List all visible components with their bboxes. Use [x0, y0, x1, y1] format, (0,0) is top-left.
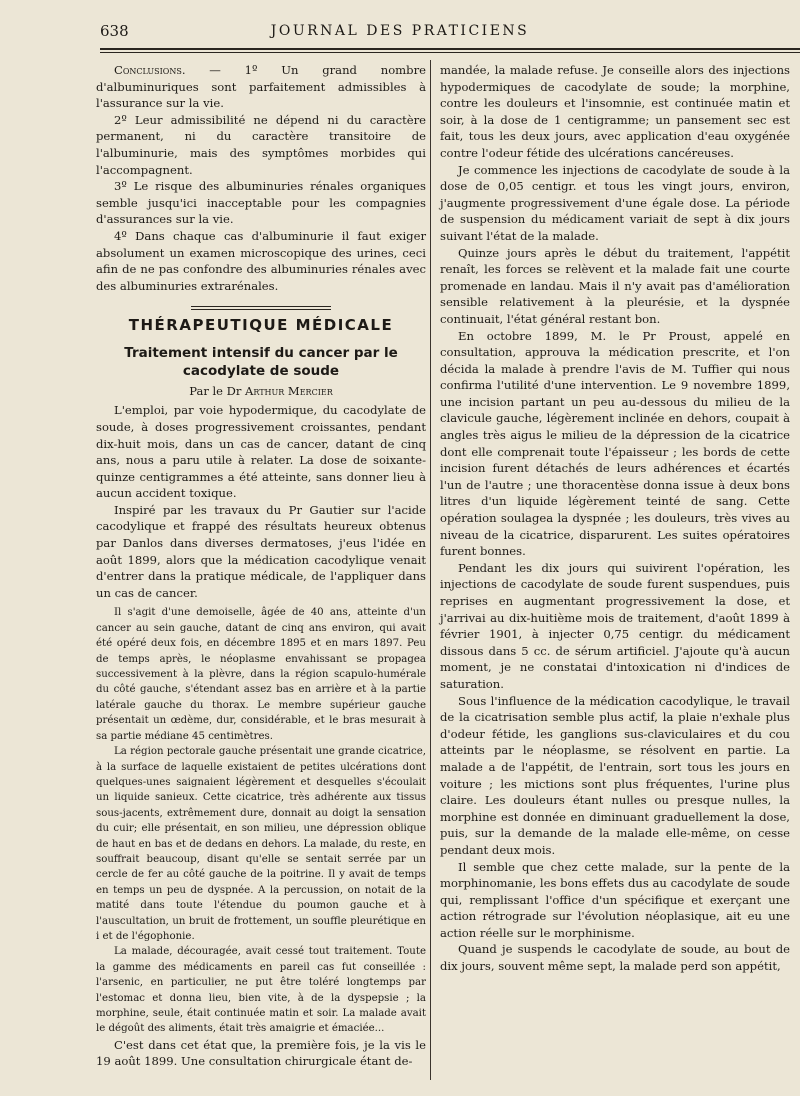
right-paragraph-7: Il semble que chez cette malade, sur la pente de la morphinomanie, les bons effets dus au cacodylate de soude qui, remplissant l'office d'un spécifique et exerçant une action rétrograde sur l'évolution néoplasique, ait eu une action réelle sur le morphinisme. [440, 859, 790, 940]
article-title: Traitement intensif du cancer par le cacodylate de soude [124, 345, 398, 380]
right-paragraph-2: Je commence les injections de cacodylate de soude à la dose de 0,05 centigr. et tous les vingt jours, environ, j'augmente progressivement d'une égale dose. La période de suspension du médicament variait de sept à dix jours suivant l'état de la malade. [440, 162, 790, 243]
header-rule [100, 48, 800, 50]
intro-paragraph-2: Inspiré par les travaux du Pr Gautier sur l'acide cacodylique et frappé des résultats heureux obtenus par Danlos dans diverses dermatoses, j'eus l'idée en août 1899, alors que la médication cacodylique venait d'entrer dans la pratique médicale, de l'appliquer dans un cas de cancer. [96, 502, 426, 600]
byline: Par le Dr Arthur Mercier [189, 384, 333, 399]
section-title: THÉRAPEUTIQUE MÉDICALE [128, 316, 394, 335]
conclusion-1: Conclusions. — 1º Un grand nombre d'albuminuriques sont parfaitement admissibles à l'assurance sur la vie. [96, 63, 426, 111]
conclusion-4: 4º Dans chaque cas d'albuminurie il faut exiger absolument un examen microscopique des urines, ceci afin de ne pas confondre des albuminuries rénales avec des albuminuries extrarénales. [96, 228, 426, 293]
intro-paragraph-1: L'emploi, par voie hypodermique, du cacodylate de soude, à doses progressivement croissantes, pendant dix-huit mois, dans un cas de cancer, datant de cinq ans, nous a paru utile à relater. La dose de soixante-quinze centigrammes a été atteinte, sans donner lieu à aucun accident toxique. [96, 403, 426, 501]
header-rule-thin [100, 52, 800, 53]
closing-paragraph: C'est dans cet état que, la première fois, je la vis le 19 août 1899. Une consultation chirurgicale étant de- [96, 1037, 426, 1069]
journal-title: JOURNAL DES PRATICIENS [270, 23, 530, 39]
page-header [0, 22, 800, 44]
right-column [440, 62, 790, 975]
right-paragraph-6: Sous l'influence de la médication cacodylique, le travail de la cicatrisation semble plus actif, la plaie n'exhale plus d'odeur fétide, les ganglions sus-claviculaires et du cou atteints par le néoplasme, se résolvent en partie. La malade a de l'appétit, de l'entrain, sort tous les jours en voiture ; les mictions sont plus fréquentes, l'urine plus claire. Les douleurs étant nulles ou presque nulles, la morphine est donnée en diminuant graduellement la dose, puis, sur la demande de la malade elle-même, on cesse pendant deux mois. [440, 693, 790, 857]
left-column [96, 62, 426, 1070]
conclusions-label: Conclusions. [114, 63, 186, 77]
case-paragraph-1: Il s'agit d'une demoiselle, âgée de 40 ans, atteinte d'un cancer au sein gauche, datant de cinq ans environ, qui avait été opéré deux fois, en décembre 1895 et en mars 1897. Peu de temps après, le néoplasme envahissant se propagea successivement à la plèvre, dans la région scapulo-humérale du côté gauche, s'étendant assez bas en arrière et à la partie latérale gauche du thorax. Le membre supérieur gauche présentait un œdème, dur, considérable, et le bras mesurait à sa partie médiane 45 centimètres. [96, 607, 426, 742]
conclusion-2: 2º Leur admissibilité ne dépend ni du caractère permanent, ni du caractère transitoire de l'albuminurie, mais des symptômes morbides qui l'accompagnent. [96, 112, 426, 177]
section-rule [191, 306, 331, 310]
right-paragraph-1: mandée, la malade refuse. Je conseille alors des injections hypodermiques de cacodylate de soude; la morphine, contre les douleurs et l'insomnie, est continuée matin et soir, à la dose de 1 centigramme; un pansement sec est fait, tous les deux jours, avec application d'eau oxygénée contre l'odeur fétide des ulcérations cancéreuses. [440, 63, 790, 160]
author-name: Arthur Mercier [245, 384, 333, 399]
case-paragraph-2: La région pectorale gauche présentait une grande cicatrice, à la surface de laquelle existaient de petites ulcérations dont quelques-unes saignaient légèrement et desquelles s'écoulait un liquide sanieux. Cette cicatrice, très adhérente aux tissus sous-jacents, extrêmement dure, donnait au doigt la sensation du cuir; elle présentait, en son milieu, une dépression oblique de haut en bas et de dedans en dehors. La malade, du reste, en souffrait beaucoup, disant qu'elle se sentait serrée par un cercle de fer au côté gauche de la poitrine. Il y avait de temps en temps un peu de dyspnée. A la percussion, on notait de la matité dans toute l'étendue du poumon gauche et à l'auscultation, un bruit de frottement, un souffle pleurétique en i et de l'égophonie. [96, 746, 426, 942]
right-paragraph-4: En octobre 1899, M. le Pr Proust, appelé en consultation, approuva la médication prescrite, et l'on décida la malade à prendre l'avis de M. Tuffier qui nous confirma l'utilité d'une intervention. Le 9 novembre 1899, une incision partant un peu au-dessous du milieu de la clavicule gauche, légèrement inclinée en dehors, coupait à angles très aigus le milieu de la dépression de la cicatrice dont elle comprenait toute l'épaisseur ; les bords de cette incision furent détachés de leurs adhérences et écartés l'un de l'autre ; une thoracentèse donna issue à deux bons litres d'un liquide légèrement teinté de sang. Cette opération soulagea la dyspnée ; les douleurs, très vives au niveau de la cicatrice, disparurent. Les suites opératoires furent bonnes. [440, 328, 790, 559]
case-paragraph-3: La malade, découragée, avait cessé tout traitement. Toute la gamme des médicaments en pareil cas fut conseillée : l'arsenic, en particulier, ne put être toléré longtemps par l'estomac et donna lieu, bien vite, à de la dyspepsie ; la morphine, seule, était continuée matin et soir. La malade avait le dégoût des aliments, était très amaigrie et émaciée... [96, 946, 426, 1035]
conclusion-3: 3º Le risque des albuminuries rénales organiques semble jusqu'ici inacceptable pour les compagnies d'assurances sur la vie. [96, 179, 426, 227]
column-divider [430, 60, 431, 1080]
right-paragraph-8: Quand je suspends le cacodylate de soude, au bout de dix jours, souvent même sept, la malade perd son appétit, [440, 942, 790, 974]
right-paragraph-5: Pendant les dix jours qui suivirent l'opération, les injections de cacodylate de soude furent suspendues, puis reprises en augmentant progressivement la dose, et j'arrivai au dix-huitième mois de traitement, d'août 1899 à février 1901, à injecter 0,75 centigr. du médicament dissous dans 5 cc. de sérum artificiel. J'ajoute qu'à aucun moment, je ne constatai d'intoxication ni d'indices de saturation. [440, 560, 790, 691]
right-paragraph-3: Quinze jours après le début du traitement, l'appétit renaît, les forces se relèvent et la malade fait une courte promenade en landau. Mais il n'y avait pas d'amélioration sensible relativement à la pleurésie, et la dyspnée continuait, l'état général restant bon. [440, 245, 790, 326]
page-number: 638 [100, 22, 129, 40]
